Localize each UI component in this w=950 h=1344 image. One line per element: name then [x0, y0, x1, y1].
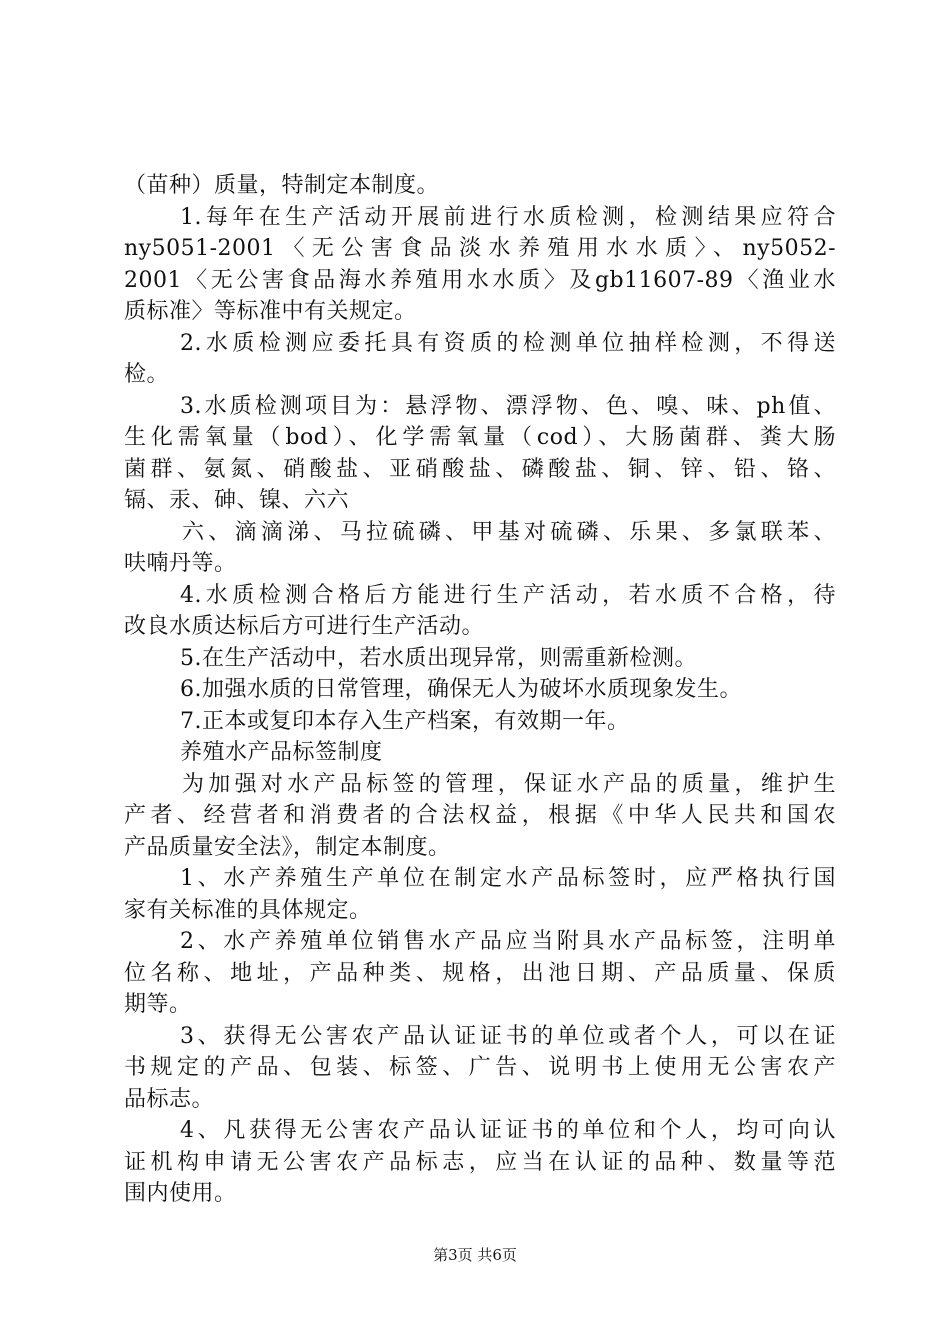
text-line: （苗种）质量，特制定本制度。 [124, 173, 440, 198]
text-line: 镉、汞、砷、镍、六六 [124, 488, 350, 513]
text-line: 5.在生产活动中，若水质出现异常，则需重新检测。 [180, 645, 697, 671]
text-line: 2001〈无公害食品海水养殖用水水质〉及gb11607-89〈渔业水 [124, 267, 836, 293]
text-line: 7.正本或复印本存入生产档案，有效期一年。 [180, 708, 630, 734]
text-line: 检。 [124, 362, 170, 387]
text-line: 1.每年在生产活动开展前进行水质检测，检测结果应符合 [180, 204, 836, 230]
text-line: 2、水产养殖单位销售水产品应当附具水产品标签，注明单 [180, 929, 836, 954]
section-heading: 养殖水产品标签制度 [180, 740, 383, 765]
text-line: 3、获得无公害农产品认证证书的单位或者个人，可以在证 [180, 1023, 836, 1049]
text-line: 2.水质检测应委托具有资质的检测单位抽样检测，不得送 [180, 330, 836, 356]
page-number: 第3页 共6页 [433, 1246, 517, 1264]
text-line: 证机构申请无公害农产品标志，应当在认证的品种、数量等范 [124, 1149, 836, 1175]
text-line: 改良水质达标后方可进行生产活动。 [124, 614, 485, 639]
text-line: 产者、经营者和消费者的合法权益，根据《中华人民共和国农 [124, 803, 836, 828]
text-line: 生化需氧量（bod）、化学需氧量（cod）、大肠菌群、粪大肠 [124, 425, 836, 450]
text-line: 4.水质检测合格后方能进行生产活动，若水质不合格，待 [180, 582, 836, 608]
text-line: 质标准〉等标准中有关规定。 [124, 299, 417, 324]
text-line: 菌群、氨氮、硝酸盐、亚硝酸盐、磷酸盐、铜、锌、铅、铬、 [124, 456, 836, 482]
text-line: 家有关标准的具体规定。 [124, 897, 372, 923]
text-line: 1、水产养殖生产单位在制定水产品标签时，应严格执行国 [180, 866, 836, 891]
text-line: 呋喃丹等。 [124, 551, 237, 576]
text-line: 位名称、地址，产品种类、规格，出池日期、产品质量、保质 [124, 960, 836, 986]
text-line: 期等。 [124, 992, 192, 1017]
text-line: 3.水质检测项目为：悬浮物、漂浮物、色、嗅、味、ph值、 [180, 393, 836, 419]
text-line: 4、凡获得无公害农产品认证证书的单位和个人，均可向认 [180, 1118, 836, 1143]
document-body [124, 170, 836, 1210]
text-line: 围内使用。 [124, 1181, 237, 1206]
text-line: 6.加强水质的日常管理，确保无人为破坏水质现象发生。 [180, 677, 742, 702]
text-line: 品标志。 [124, 1086, 215, 1112]
text-line: 六、滴滴涕、马拉硫磷、甲基对硫磷、乐果、多氯联苯、 [182, 519, 836, 545]
text-line: ny5051-2001〈无公害食品淡水养殖用水水质〉、ny5052- [124, 236, 836, 261]
text-line: 为加强对水产品标签的管理，保证水产品的质量，维护生 [182, 771, 836, 797]
text-line: 书规定的产品、包装、标签、广告、说明书上使用无公害农产 [124, 1055, 836, 1080]
text-line: 产品质量安全法》，制定本制度。 [124, 834, 451, 860]
